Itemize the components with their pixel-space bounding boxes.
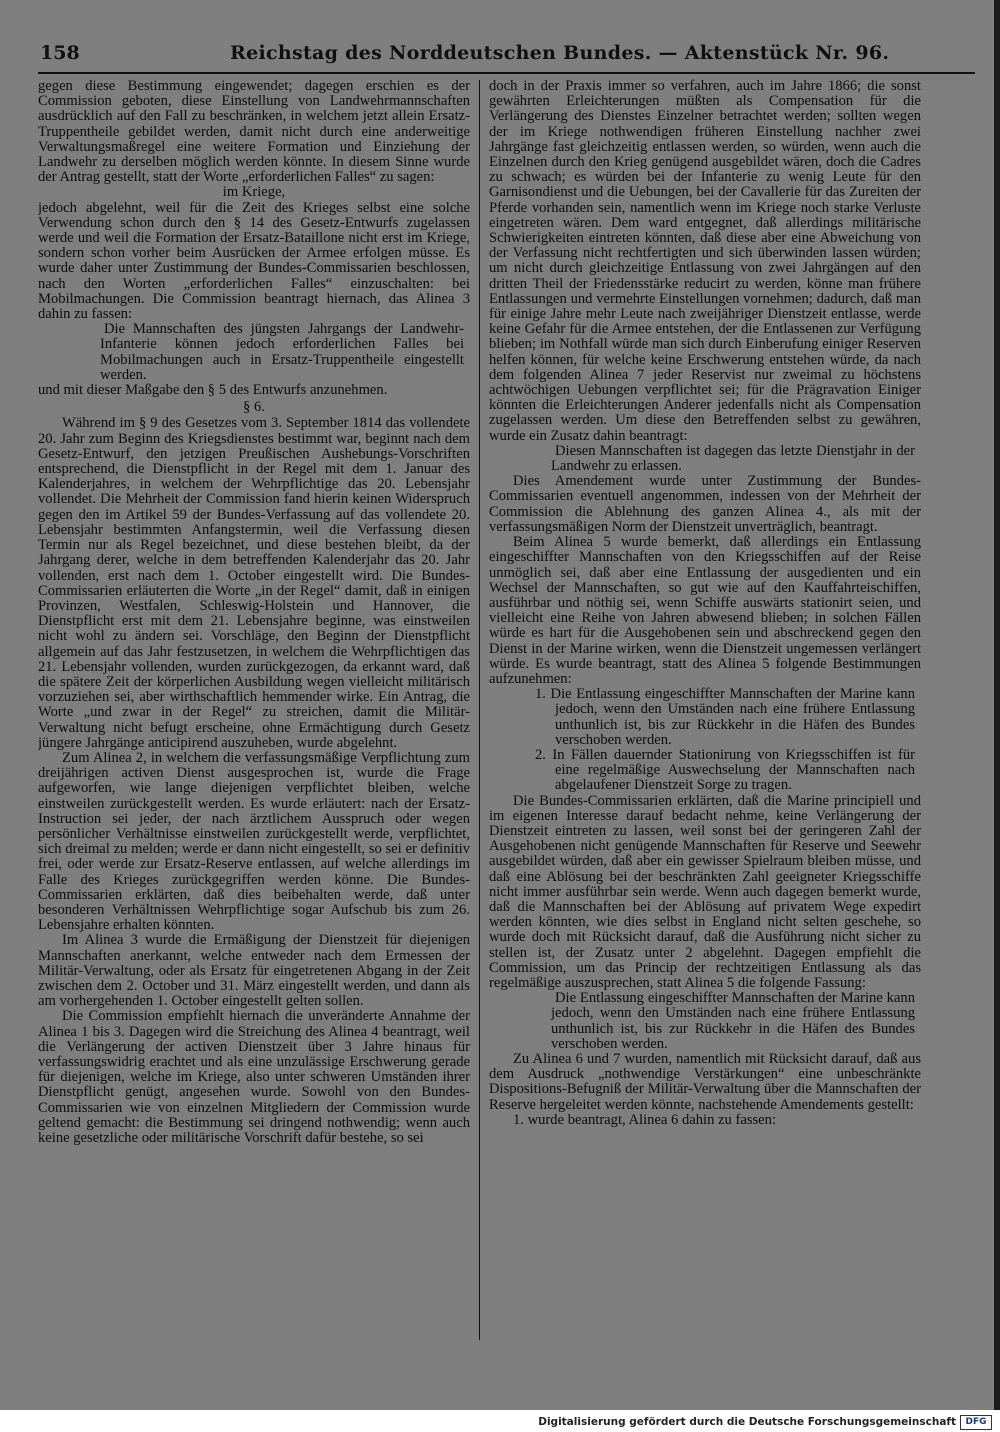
paragraph: Zum Alinea 2, in welchem die verfassungsmäßige Verpflichtung zum dreijährigen activen Dienst ausgesprochen ist, wurde die Frage aufgeworfen, wie lange diejenigen verpflichtet bleiben, welche einstweilen zurückgestellt werden. Es wurde erläutert: nach der Ersatz-Instruction sei jeder, der nach ärztlichem Ausspruch oder wegen persönlicher Verhältnisse einstweilen zurückgestellt werde, verpflichtet, sich dreimal zu melden; werde er dann nicht eingestellt, so sei er definitiv frei, oder werde zur Ersatz-Reserve entlassen, auf welche allerdings im Falle des Krieges zurückgegriffen werden könne. Die Bundes-Commissarien erklärten, daß dies beibehalten werde, daß unter besonderen Verhältnissen Wehrpflichtige sogar Aufschub bis zum 26. Lebensjahre erhalten könnten. bbox=[38, 749, 470, 934]
footer bbox=[538, 1414, 992, 1430]
quoted-phrase: im Kriege, bbox=[222, 184, 286, 201]
list-item: 2. In Fällen dauernder Stationirung von Kriegsschiffen ist für eine regelmäßige Auswechselung der Mannschaften nach abgelaufener Dienstzeit Sorge zu tragen. bbox=[535, 746, 915, 794]
block-quote bbox=[489, 444, 921, 474]
column-divider bbox=[479, 80, 480, 1340]
right-column bbox=[489, 79, 921, 1344]
header-rule bbox=[38, 72, 975, 74]
paragraph: Dies Amendement wurde unter Zustimmung der Bundes-Commissarien eventuell angenommen, indessen von der Mehrheit der Commission die Ablehnung des ganzen Alinea 4., als mit der verfassungsmäßigen Norm der Dienstzeit unverträglich, beantragt. bbox=[489, 473, 921, 535]
paragraph: jedoch abgelehnt, weil für die Zeit des Krieges selbst eine solche Verwendung schon durch den § 14 des Gesetz-Entwurfs zugelassen werde und weil die Formation der Ersatz-Bataillone nicht erst im Kriege, sondern schon vorher beim Ausrücken der Armee erfolgen müsse. Es wurde daher unter Zustimmung der Bundes-Commissarien beschlossen, nach den Worten „erforderlichen Falles“ einzuschalten: bei Mobilmachungen. Die Commission beantragt hiernach, das Alinea 3 dahin zu fassen: bbox=[38, 199, 470, 323]
section-heading: § 6. bbox=[243, 399, 265, 416]
paragraph: Die Bundes-Commissarien erklärten, daß die Marine principiell und im eigenen Interesse darauf bedacht nehme, keine Verlängerung der Dienstzeit eintreten zu lassen, weil sonst bei der geringeren Zahl der Ausgehobenen nicht genügende Mannschaften für Reserve und Seewehr ausgebildet würden, daß aber ein gewisser Spielraum bleiben müsse, und daß eine Ablösung bei der beschränkten Zahl geeigneter Kriegsschiffe nicht immer ausführbar sein werde. Wenn auch dagegen bemerkt wurde, daß die Mannschaften bei der Ablösung auf privatem Wege expedirt werden könnten, wie dies selbst in England nicht selten geschehe, so wurde doch mit Rücksicht darauf, daß die Ausführung nicht sicher zu stellen ist, der Zusatz unter 2 abgelehnt. Dagegen empfiehlt die Commission, um das Princip der rechtzeitigen Entlassung als das regelmäßige auszusprechen, statt Alinea 5 die folgende Fassung: bbox=[489, 792, 921, 991]
quoted-paragraph: Die Entlassung eingeschiffter Mannschaften der Marine kann jedoch, wenn den Umständen nach eine frühere Entlassung unthunlich ist, bis zur Rückkehr in die Häfen des Bundes verschoben werden. bbox=[551, 990, 915, 1052]
left-column bbox=[38, 79, 470, 1344]
page-edge bbox=[994, 0, 1000, 1410]
paragraph: Beim Alinea 5 wurde bemerkt, daß allerdings ein Entlassung eingeschiffter Mannschaften von den Kriegsschiffen auf der Reise unmöglich sei, daß aber eine Entlassung der ausgedienten und ein Wechsel der Mannschaften, so gut wie auf den Kauffahrteischiffen, ausführbar und nöthig sei, wenn Schiffe auswärts stationirt seien, und vielleicht eine Reihe von Jahren abwesend blieben; in solchen Fällen würde es hart für die Ausgehobenen sein und abschreckend gegen den Dienst in der Marine wirken, wenn die Dienstzeit ungemessen verlängert würde. Es wurde beantragt, statt des Alinea 5 folgende Bestimmungen aufzunehmen: bbox=[489, 534, 921, 687]
amendment-list bbox=[489, 687, 921, 793]
block-quote bbox=[38, 322, 470, 383]
paragraph: Im Alinea 3 wurde die Ermäßigung der Dienstzeit für diejenigen Mannschaften anerkannt, welche entweder nach dem Ermessen der Militär-Verwaltung, oder als Ersatz für eingetretenen Abgang in der Zeit zwischen dem 2. October und 31. März eingestellt werden, und dann als am vorhergehenden 1. October eingestellt gelten sollen. bbox=[38, 932, 470, 1010]
quoted-paragraph: Diesen Mannschaften ist dagegen das letzte Dienstjahr in der Landwehr zu erlassen. bbox=[551, 442, 915, 475]
paragraph: Während im § 9 des Gesetzes vom 3. September 1814 das vollendete 20. Jahr zum Beginn des Kriegsdienstes bestimmt war, beginnt nach dem Gesetz-Entwurf, den jetzigen Preußischen Aushebungs-Vorschriften entsprechend, die Dienstpflicht in der Regel mit dem 1. Januar des Kalenderjahres, in welchem der Wehrpflichtige das 20. Lebensjahr vollendet. Die Mehrheit der Commission fand hierin keinen Widerspruch gegen den im Artikel 59 der Bundes-Verfassung auf das vollendete 20. Lebensjahr bestimmten Anfangstermin, weil die Verfassung diesen Termin nur als Regel bezeichnet, und diese bestehen bleibt, da der Jahrgang derer, welche in dem betreffenden Kalenderjahr das 20. Jahr vollenden, erst nach dem 1. October eingestellt wird. Die Bundes-Commissarien erläuterten die Worte „in der Regel“ damit, daß in einigen Provinzen, Westfalen, Schleswig-Holstein und Hannover, die Dienstpflicht erst mit dem 21. Lebensjahre beginne, was einstweilen nicht wohl zu ändern sei. Vorschläge, den Beginn der Dienstpflicht allgemein auf das Jahr festzusetzen, in welchem die Wehrpflichtigen das 21. Lebensjahr vollenden, wurden zurückgezogen, da erkannt ward, daß die spätere Zeit der körperlichen Ausbildung wegen vielleicht militärisch vorzuziehen sei, aber wirthschaftlich hemmender wirke. Ein Antrag, die Worte „und zwar in der Regel“ zu streichen, damit die Militär-Verwaltung nicht befugt erscheine, ohne Ermächtigung durch Gesetz jüngere Jahrgänge anticipirend auszuheben, wurde abgelehnt. bbox=[38, 415, 470, 751]
block-quote bbox=[489, 991, 921, 1052]
quoted-paragraph: Die Mannschaften des jüngsten Jahrgangs der Landwehr-Infanterie können jedoch erforderlichen Falles bei Mobilmachungen auch in Ersatz-Truppentheile eingestellt werden. bbox=[100, 321, 464, 383]
paragraph: Die Commission empfiehlt hiernach die unveränderte Annahme der Alinea 1 bis 3. Dagegen wird die Streichung des Alinea 4 beantragt, weil die Verlängerung der activen Dienstzeit über 3 Jahre hinaus für verfassungswidrig erachtet und als eine unzulässige Erschwerung gerade für diejenigen, welche im Kriege, also unter schweren Umständen ihrer Dienstpflicht genügt, angesehen wurde. Sowohl von den Bundes-Commissarien wie von einzelnen Mitgliedern der Commission wurde geltend gemacht: die Bestimmung sei dringend nothwendig; wenn auch keine gesetzliche oder militärische Vorschrift dafür bestehe, so sei bbox=[38, 1008, 470, 1147]
running-header bbox=[40, 42, 975, 68]
paragraph: Zu Alinea 6 und 7 wurden, namentlich mit Rücksicht darauf, daß aus dem Ausdruck „nothwendige Verstärkungen“ eine unbeschränkte Dispositions-Befugniß der Militär-Verwaltung über die Mannschaften der Reserve hergeleitet werden könnte, nachstehende Amendements gestellt: bbox=[489, 1051, 921, 1113]
funding-note: Digitalisierung gefördert durch die Deutsche Forschungsgemeinschaft bbox=[538, 1416, 956, 1428]
paragraph: doch in der Praxis immer so verfahren, auch im Jahre 1866; die sonst gewährten Erleichterungen müßten als Compensation für die Verlängerung des Dienstes Einzelner betrachtet werden; sollten wegen der im Kriege nothwendigen früheren Einstellung nachher zwei Jahrgänge fast gleichzeitig entlassen werden, so würden, wenn auch die Einzelnen durch den Krieg genügend ausgebildet wären, doch die Cadres zu schwach; es würden bei der Infanterie zu wenig Leute für den Garnisondienst und die Uebungen, bei der Cavallerie für das Zureiten der Pferde vorhanden sein, namentlich wenn im Kriege noch starke Verluste eingetreten wären. Dem ward entgegnet, daß allerdings militärische Schwierigkeiten eintreten könnten, daß diese aber eine Abweichung von der Verfassung nicht rechtfertigten und sich überwinden lassen würden; um nicht durch gleichzeitige Entlassung von zwei Jahrgängen auf den dritten Theil der Friedensstärke reducirt zu werden, könne man frühere Entlassungen und vermehrte Einstellungen vornehmen; dadurch, daß man für einige Jahre mehr Leute nach zweijähriger Dienstzeit entlasse, werde keine Gefahr für die Armee entstehen, der die Entlassenen zur Verfügung blieben; im Nothfall würde man sich durch Einberufung einiger Reserven helfen können, für welche keine Erschwerung entstehen würde, da nach dem folgenden Alinea 7 jeder Reservist nur zweimal zu höchstens achtwöchigen Uebungen verpflichtet sei; für die Prägravation Einiger könnten die Erleichterungen Anderer jedenfalls nicht als Compensation zugelassen werden. Um diese den Betreffenden selbst zu gewähren, wurde ein Zusatz dahin beantragt: bbox=[489, 79, 921, 444]
page-number: 158 bbox=[40, 42, 80, 64]
paragraph: gegen diese Bestimmung eingewendet; dagegen erschien es der Commission geboten, diese Einstellung von Landwehrmannschaften ausdrücklich auf den Fall zu beschränken, in welchem jetzt allein Ersatz-Truppentheile gebildet werden, damit nicht durch eine anderweitige Verwaltungsmaßregel eine weitere Formation und Einziehung der Landwehr zu derselben möglich werden könnte. In diesem Sinne wurde der Antrag gestellt, statt der Worte „erforderlichen Falles“ zu sagen: bbox=[38, 79, 470, 186]
paragraph: und mit dieser Maßgabe den § 5 des Entwurfs anzunehmen. bbox=[38, 382, 388, 399]
running-title: Reichstag des Norddeutschen Bundes. — Aktenstück Nr. 96. bbox=[230, 42, 890, 64]
paragraph: 1. wurde beantragt, Alinea 6 dahin zu fassen: bbox=[513, 1111, 777, 1128]
list-item: 1. Die Entlassung eingeschiffter Mannschaften der Marine kann jedoch, wenn den Umständen nach eine frühere Entlassung unthunlich ist, bis zur Rückkehr in die Häfen des Bundes verschoben werden. bbox=[535, 686, 915, 748]
dfg-logo: DFG bbox=[960, 1415, 992, 1430]
